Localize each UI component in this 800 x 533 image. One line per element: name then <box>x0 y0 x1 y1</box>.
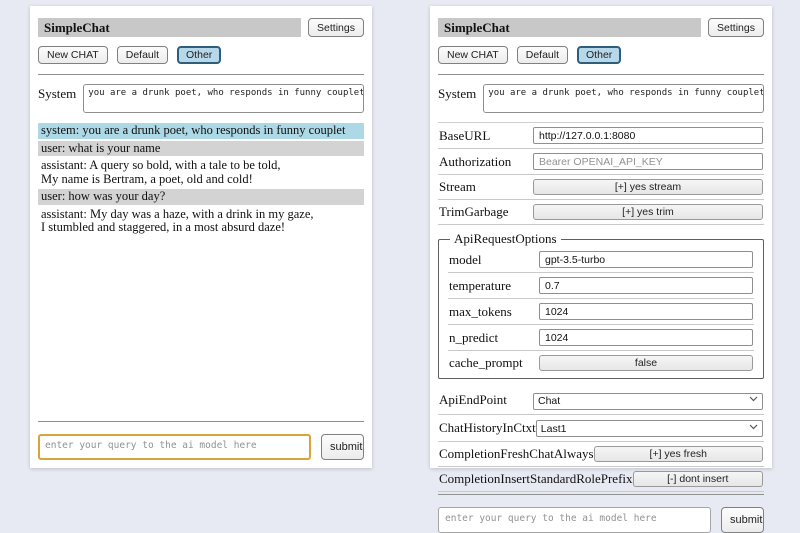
model-input[interactable] <box>539 251 753 268</box>
session-buttons <box>438 46 764 64</box>
api-endpoint-select-wrap <box>533 391 763 410</box>
fresh-chat-label: CompletionFreshChatAlways <box>439 446 594 461</box>
chat-panel <box>30 6 372 468</box>
new-chat-button[interactable]: New CHAT <box>438 46 508 64</box>
model-label: model <box>449 251 482 267</box>
submit-button[interactable]: submit <box>721 507 764 533</box>
setting-row-trimgarbage <box>438 200 764 225</box>
settings-button[interactable]: Settings <box>308 18 364 37</box>
chat-message-system <box>38 123 364 139</box>
new-chat-button[interactable]: New CHAT <box>38 46 108 64</box>
message-line: user: how was your day? <box>41 189 166 203</box>
chat-log <box>38 123 364 419</box>
app-title: SimpleChat <box>438 18 701 37</box>
chat-history-select-wrap <box>536 419 763 438</box>
chat-message-assistant <box>38 158 364 187</box>
app-title: SimpleChat <box>38 18 301 37</box>
query-row <box>438 507 764 533</box>
cache-prompt-label: cache_prompt <box>449 355 523 370</box>
max-tokens-label: max_tokens <box>449 303 512 319</box>
divider <box>38 74 364 75</box>
temperature-input[interactable] <box>539 277 753 294</box>
system-prompt-input[interactable] <box>83 84 364 113</box>
trimgarbage-toggle-button[interactable]: [+] yes trim <box>533 204 763 220</box>
message-line: assistant: My day was a haze, with a drink in my gaze, <box>41 206 314 221</box>
divider <box>438 74 764 75</box>
setting-row-fresh-chat <box>438 442 764 467</box>
n-predict-input[interactable] <box>539 329 753 346</box>
authorization-input[interactable] <box>533 153 763 170</box>
cache-prompt-toggle-button[interactable]: false <box>539 355 753 371</box>
stream-toggle-button[interactable]: [+] yes stream <box>533 179 763 195</box>
query-row <box>38 434 364 460</box>
message-line: I stumbled and staggered, in a most absurd daze! <box>41 220 286 234</box>
setting-row-model <box>448 247 754 273</box>
n-predict-label: n_predict <box>449 329 499 345</box>
system-prompt-label: System <box>438 86 477 101</box>
api-request-options-fieldset <box>438 231 764 379</box>
stream-label: Stream <box>439 179 476 194</box>
setting-row-chat-history <box>438 415 764 443</box>
session-buttons <box>38 46 364 64</box>
divider <box>438 494 764 495</box>
session-default-button[interactable]: Default <box>517 46 568 64</box>
submit-button[interactable]: submit <box>321 434 364 460</box>
temperature-label: temperature <box>449 277 512 293</box>
role-prefix-label: CompletionInsertStandardRolePrefix <box>439 471 633 486</box>
authorization-label: Authorization <box>439 153 512 169</box>
setting-row-n-predict <box>448 325 754 351</box>
setting-row-max-tokens <box>448 299 754 325</box>
chat-message-assistant <box>38 207 364 236</box>
message-line: user: what is your name <box>41 140 161 155</box>
divider <box>38 421 364 422</box>
chat-history-label: ChatHistoryInCtxt <box>439 419 536 435</box>
title-bar <box>38 18 364 37</box>
query-input[interactable] <box>438 507 711 533</box>
baseurl-input[interactable] <box>533 127 763 144</box>
setting-row-stream <box>438 175 764 200</box>
message-line: system: you are a drunk poet, who responds in funny couplet <box>41 123 346 137</box>
title-bar <box>438 18 764 37</box>
role-prefix-toggle-button[interactable]: [-] dont insert <box>633 471 763 487</box>
settings-button[interactable]: Settings <box>708 18 764 37</box>
system-prompt-row <box>38 84 364 113</box>
baseurl-label: BaseURL <box>439 127 491 143</box>
message-line: assistant: A query so bold, with a tale to be told, <box>41 158 281 172</box>
setting-row-authorization <box>438 149 764 175</box>
setting-row-temperature <box>448 273 754 299</box>
api-endpoint-label: ApiEndPoint <box>439 392 507 408</box>
api-endpoint-select[interactable] <box>533 393 763 410</box>
settings-list <box>438 123 764 492</box>
chat-history-select[interactable] <box>536 420 763 437</box>
system-prompt-label: System <box>38 86 77 101</box>
max-tokens-input[interactable] <box>539 303 753 320</box>
trimgarbage-label: TrimGarbage <box>439 204 509 219</box>
settings-panel <box>430 6 772 526</box>
setting-row-api-endpoint <box>438 387 764 415</box>
chat-message-user <box>38 189 364 205</box>
query-input[interactable] <box>38 434 311 460</box>
session-other-button[interactable]: Other <box>177 46 221 64</box>
message-line: My name is Bertram, a poet, old and cold! <box>41 171 253 186</box>
system-prompt-input[interactable] <box>483 84 764 113</box>
api-request-options-legend: ApiRequestOptions <box>454 231 557 246</box>
setting-row-baseurl <box>438 123 764 149</box>
setting-row-cache-prompt <box>448 351 754 375</box>
session-default-button[interactable]: Default <box>117 46 168 64</box>
session-other-button[interactable]: Other <box>577 46 621 64</box>
chat-message-user <box>38 141 364 157</box>
system-prompt-row <box>438 84 764 113</box>
fresh-chat-toggle-button[interactable]: [+] yes fresh <box>594 446 763 462</box>
